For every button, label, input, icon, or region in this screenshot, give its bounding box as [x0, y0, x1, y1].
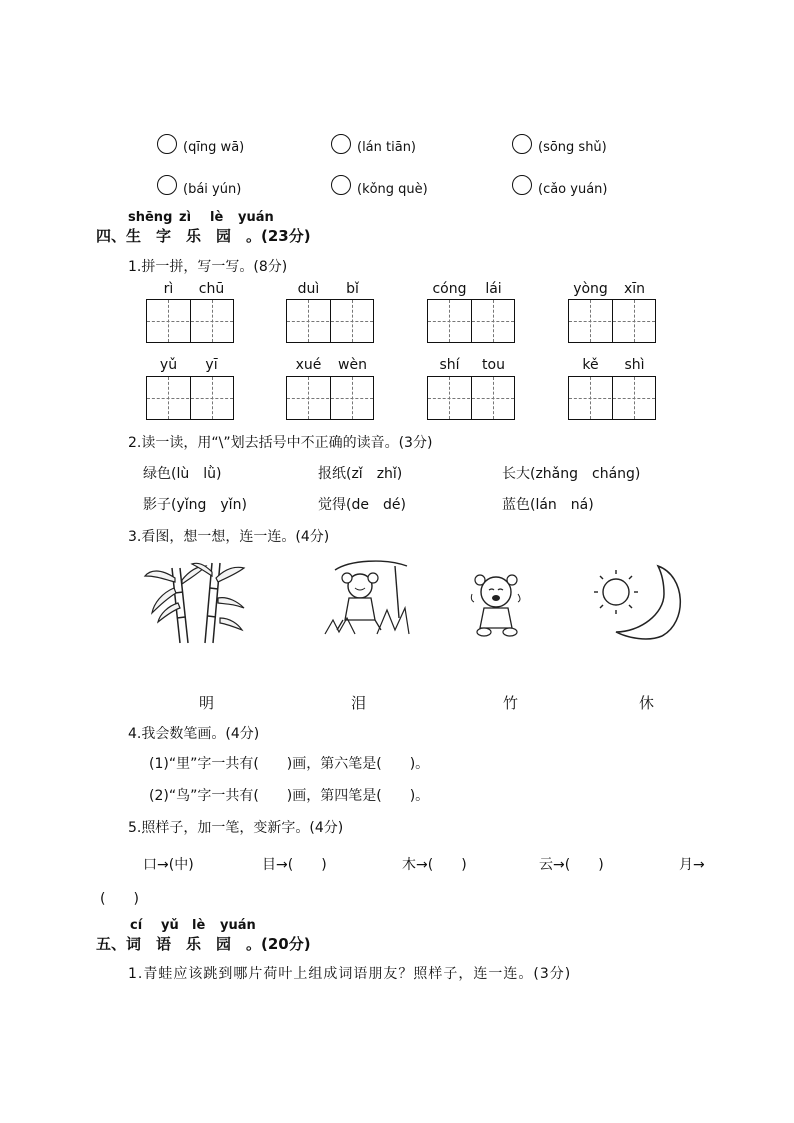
answer-circle[interactable]: [512, 134, 532, 154]
pinyin-option: (cǎo yuán): [538, 182, 608, 197]
reading-item[interactable]: 影子(yǐng yǐn): [143, 497, 247, 513]
grid-pinyin: xīn: [623, 281, 646, 297]
section-pinyin: shēng: [128, 210, 173, 225]
grid-pinyin: yǔ: [159, 357, 178, 373]
add-stroke-item[interactable]: 云→( ): [539, 857, 604, 873]
reading-item[interactable]: 蓝色(lán ná): [502, 497, 594, 513]
question-title: 2.读一读，用“\”划去括号中不正确的读音。(3分): [128, 435, 433, 451]
match-character[interactable]: 明: [199, 694, 215, 712]
grid-pinyin: bǐ: [346, 281, 359, 297]
writing-grid[interactable]: [286, 376, 374, 420]
sun-moon-picture: [588, 562, 688, 642]
match-character[interactable]: 泪: [351, 694, 367, 712]
grid-pinyin: duì: [297, 281, 320, 297]
question-title: 4.我会数笔画。(4分): [128, 726, 260, 742]
add-stroke-item[interactable]: 口→(中): [143, 857, 194, 873]
grid-pinyin: yī: [205, 357, 218, 373]
section-pinyin: zì: [179, 210, 192, 225]
reading-item[interactable]: 绿色(lù lǜ): [143, 466, 222, 482]
answer-circle[interactable]: [512, 175, 532, 195]
section-title: 四、生 字 乐 园 。(23分): [96, 227, 311, 245]
writing-grid[interactable]: [427, 299, 515, 343]
pinyin-option: (bái yún): [183, 182, 242, 197]
grid-pinyin: shí: [439, 357, 460, 373]
add-stroke-item[interactable]: 目→( ): [262, 857, 327, 873]
section-pinyin: yuán: [238, 210, 274, 225]
grid-pinyin: rì: [163, 281, 174, 297]
match-character[interactable]: 竹: [503, 694, 519, 712]
add-stroke-item[interactable]: 木→( ): [402, 857, 467, 873]
add-stroke-item-wrap[interactable]: ( ): [100, 891, 139, 907]
grid-pinyin: yòng: [573, 281, 608, 297]
stroke-count-line[interactable]: (1)“里”字一共有( )画，第六笔是( )。: [149, 756, 430, 772]
section-pinyin: cí: [130, 918, 143, 933]
question-title: 1.拼一拼，写一写。(8分): [128, 259, 288, 275]
section-pinyin: yuán: [220, 918, 256, 933]
answer-circle[interactable]: [157, 134, 177, 154]
writing-grid[interactable]: [146, 376, 234, 420]
grid-pinyin: lái: [485, 281, 502, 297]
reading-item[interactable]: 报纸(zǐ zhǐ): [318, 466, 403, 482]
writing-grid[interactable]: [146, 299, 234, 343]
answer-circle[interactable]: [157, 175, 177, 195]
crying-girl-picture: [462, 568, 530, 640]
grid-pinyin: chū: [198, 281, 225, 297]
question-title: 5.照样子，加一笔，变新字。(4分): [128, 820, 344, 836]
grid-pinyin: xué: [295, 357, 322, 373]
stroke-count-line[interactable]: (2)“鸟”字一共有( )画，第四笔是( )。: [149, 788, 430, 804]
pinyin-option: (sōng shǔ): [538, 140, 607, 155]
answer-circle[interactable]: [331, 134, 351, 154]
section-title: 五、词 语 乐 园 。(20分): [96, 935, 311, 953]
pinyin-option: (kǒng què): [357, 182, 428, 197]
match-character[interactable]: 休: [639, 694, 655, 712]
writing-grid[interactable]: [568, 299, 656, 343]
section-pinyin: yǔ: [161, 918, 179, 933]
writing-grid[interactable]: [286, 299, 374, 343]
girl-resting-picture: [315, 558, 415, 644]
reading-item[interactable]: 觉得(de dé): [318, 497, 406, 513]
grid-pinyin: kě: [582, 357, 599, 373]
grid-pinyin: shì: [624, 357, 645, 373]
bamboo-picture: [140, 558, 250, 648]
grid-pinyin: cóng: [432, 281, 467, 297]
grid-pinyin: wèn: [338, 357, 367, 373]
pinyin-option: (qīng wā): [183, 140, 245, 155]
writing-grid[interactable]: [568, 376, 656, 420]
writing-grid[interactable]: [427, 376, 515, 420]
add-stroke-item[interactable]: 月→: [679, 857, 705, 873]
reading-item[interactable]: 长大(zhǎng cháng): [502, 466, 641, 482]
question-title: 1.青蛙应该跳到哪片荷叶上组成词语朋友？照样子，连一连。(3分): [128, 966, 572, 982]
pinyin-option: (lán tiān): [357, 140, 417, 155]
section-pinyin: lè: [210, 210, 224, 225]
answer-circle[interactable]: [331, 175, 351, 195]
section-pinyin: lè: [192, 918, 206, 933]
question-title: 3.看图，想一想，连一连。(4分): [128, 529, 330, 545]
grid-pinyin: tou: [482, 357, 505, 373]
